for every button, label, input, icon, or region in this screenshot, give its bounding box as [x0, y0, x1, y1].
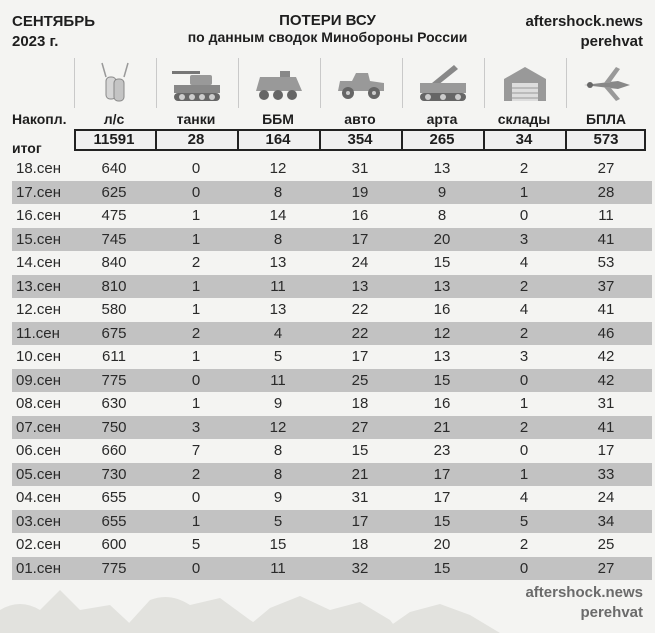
- row-value: 2: [519, 536, 529, 553]
- cumulative-label: Накопл.: [12, 111, 67, 127]
- row-date: 15.сен: [16, 230, 61, 248]
- row-value: 660: [101, 442, 127, 459]
- row-value: 34: [597, 512, 615, 530]
- row-value: 17: [351, 230, 369, 248]
- total-depots: 34: [515, 131, 533, 148]
- row-value: 0: [191, 489, 201, 506]
- row-value: 0: [191, 371, 201, 389]
- drone-icon: [566, 58, 647, 108]
- row-value: 840: [101, 254, 127, 271]
- col-head-personnel: л/с: [103, 111, 125, 127]
- table-row: [12, 345, 652, 369]
- col-head-auto: авто: [344, 111, 376, 127]
- row-value: 11: [270, 371, 286, 389]
- subtitle-text: по данным сводок Минобороны России: [187, 29, 468, 45]
- row-value: 580: [101, 301, 127, 318]
- row-value: 1: [519, 465, 529, 483]
- row-value: 1: [191, 395, 201, 412]
- table-row: [12, 510, 652, 534]
- row-value: 15: [433, 254, 451, 271]
- row-value: 21: [351, 465, 369, 483]
- armored-vehicle-icon: [238, 58, 319, 108]
- table-row: [12, 228, 652, 252]
- row-value: 475: [101, 207, 127, 224]
- watermark-site: aftershock.news: [525, 584, 643, 601]
- row-value: 25: [351, 371, 369, 389]
- row-value: 5: [273, 512, 283, 530]
- row-value: 625: [101, 183, 127, 201]
- row-value: 41: [597, 230, 615, 248]
- table-row: [12, 486, 652, 510]
- watermark: [525, 583, 643, 623]
- row-date: 17.сен: [16, 183, 61, 201]
- row-value: 12: [269, 418, 287, 436]
- row-value: 2: [191, 465, 201, 483]
- row-value: 775: [101, 371, 127, 389]
- row-value: 27: [351, 418, 369, 436]
- row-date: 11.сен: [16, 324, 60, 342]
- row-value: 745: [101, 230, 127, 248]
- row-value: 21: [433, 418, 451, 436]
- table-row: [12, 392, 652, 416]
- row-date: 16.сен: [16, 207, 61, 224]
- row-value: 12: [433, 324, 451, 342]
- row-value: 4: [519, 489, 529, 506]
- row-value: 41: [597, 301, 615, 318]
- total-tanks: 28: [187, 131, 205, 148]
- row-value: 0: [191, 183, 201, 201]
- row-value: 2: [191, 254, 201, 271]
- row-value: 8: [437, 207, 447, 224]
- row-value: 12: [269, 160, 287, 177]
- row-value: 0: [519, 207, 529, 224]
- row-value: 1: [191, 277, 201, 295]
- row-value: 17: [433, 465, 451, 483]
- row-value: 9: [273, 395, 283, 412]
- table-row: [12, 557, 652, 581]
- row-value: 730: [101, 465, 127, 483]
- row-value: 600: [101, 536, 127, 553]
- row-value: 0: [519, 442, 529, 459]
- row-value: 630: [101, 395, 127, 412]
- row-value: 16: [351, 207, 369, 224]
- row-value: 27: [597, 160, 615, 177]
- row-value: 18: [351, 536, 369, 553]
- row-value: 8: [273, 183, 283, 201]
- row-value: 5: [273, 348, 283, 365]
- row-value: 31: [351, 489, 369, 506]
- row-value: 37: [597, 277, 615, 295]
- table-row: [12, 298, 652, 322]
- watermark-author: perehvat: [580, 604, 643, 621]
- row-date: 03.сен: [16, 512, 61, 530]
- row-date: 04.сен: [16, 489, 61, 506]
- total-auto: 354: [347, 131, 373, 148]
- row-date: 18.сен: [16, 160, 61, 177]
- row-value: 46: [597, 324, 615, 342]
- jeep-icon: [320, 58, 401, 108]
- table-row: [12, 181, 652, 205]
- row-value: 20: [433, 536, 451, 553]
- tank-icon: [156, 58, 237, 108]
- row-value: 17: [433, 489, 451, 506]
- row-value: 15: [351, 442, 369, 459]
- row-value: 2: [519, 160, 529, 177]
- col-head-artillery: арта: [426, 111, 458, 127]
- row-value: 42: [597, 348, 615, 365]
- row-value: 0: [519, 559, 529, 577]
- warehouse-icon: [484, 58, 565, 108]
- row-value: 13: [433, 160, 451, 177]
- category-icons: [74, 58, 646, 108]
- row-date: 05.сен: [16, 465, 61, 483]
- row-value: 5: [191, 536, 201, 553]
- row-value: 1: [191, 348, 201, 365]
- row-value: 8: [273, 465, 283, 483]
- row-value: 655: [101, 489, 127, 506]
- row-value: 16: [433, 395, 451, 412]
- row-value: 0: [191, 559, 201, 577]
- total-label: итог: [12, 140, 42, 156]
- dog-tag-icon: [74, 58, 155, 108]
- row-value: 17: [597, 442, 615, 459]
- table-row: [12, 322, 652, 346]
- row-value: 15: [433, 512, 451, 530]
- row-value: 1: [191, 301, 201, 318]
- row-value: 24: [351, 254, 369, 271]
- row-value: 655: [101, 512, 127, 530]
- row-value: 22: [351, 324, 369, 342]
- row-value: 32: [351, 559, 369, 577]
- row-value: 8: [273, 230, 283, 248]
- row-value: 2: [519, 418, 529, 436]
- row-date: 10.сен: [16, 348, 61, 365]
- row-value: 3: [519, 230, 529, 248]
- row-value: 13: [269, 301, 287, 318]
- row-value: 42: [597, 371, 615, 389]
- col-head-depots: склады: [497, 111, 551, 127]
- row-value: 4: [519, 254, 529, 271]
- table-row: [12, 439, 652, 463]
- header-year: 2023 г.: [12, 33, 59, 50]
- row-value: 9: [273, 489, 283, 506]
- row-value: 1: [519, 395, 529, 412]
- row-date: 06.сен: [16, 442, 61, 459]
- row-value: 20: [433, 230, 451, 248]
- header-author: perehvat: [580, 33, 643, 50]
- total-personnel: 11591: [93, 131, 135, 148]
- row-value: 15: [433, 371, 451, 389]
- row-date: 01.сен: [16, 559, 61, 577]
- row-value: 25: [597, 536, 615, 553]
- row-value: 750: [101, 418, 127, 436]
- row-value: 31: [597, 395, 615, 412]
- row-value: 3: [191, 418, 201, 436]
- row-value: 23: [433, 442, 451, 459]
- total-artillery: 265: [429, 131, 455, 148]
- row-value: 9: [437, 183, 447, 201]
- row-value: 24: [597, 489, 615, 506]
- row-value: 810: [101, 277, 127, 295]
- col-head-ifv: ББМ: [262, 111, 294, 127]
- row-date: 13.сен: [16, 277, 61, 295]
- row-value: 15: [433, 559, 451, 577]
- row-value: 1: [191, 207, 201, 224]
- row-value: 0: [519, 371, 529, 389]
- row-value: 53: [597, 254, 615, 271]
- row-value: 1: [519, 183, 529, 201]
- row-value: 5: [519, 512, 529, 530]
- row-value: 13: [433, 348, 451, 365]
- row-date: 09.сен: [16, 371, 61, 389]
- row-value: 33: [597, 465, 615, 483]
- col-head-uav: БПЛА: [585, 111, 627, 127]
- row-value: 13: [351, 277, 369, 295]
- row-date: 12.сен: [16, 301, 61, 318]
- title-text: ПОТЕРИ ВСУ: [279, 12, 376, 29]
- row-value: 19: [351, 183, 369, 201]
- table-row: [12, 204, 652, 228]
- col-head-tanks: танки: [176, 111, 216, 127]
- row-value: 41: [597, 418, 615, 436]
- header-site: aftershock.news: [525, 13, 643, 30]
- row-value: 4: [519, 301, 529, 318]
- row-date: 07.сен: [16, 418, 61, 436]
- row-value: 7: [191, 442, 201, 459]
- table-row: [12, 463, 652, 487]
- total-uav: 573: [593, 131, 619, 148]
- row-value: 2: [191, 324, 201, 342]
- row-value: 675: [101, 324, 127, 342]
- table-row: [12, 275, 652, 299]
- row-value: 775: [101, 559, 127, 577]
- table-row: [12, 416, 652, 440]
- row-value: 11: [270, 559, 286, 577]
- row-value: 17: [351, 348, 369, 365]
- row-value: 13: [433, 277, 451, 295]
- row-date: 02.сен: [16, 536, 61, 553]
- row-date: 08.сен: [16, 395, 61, 412]
- row-value: 8: [273, 442, 283, 459]
- table-row: [12, 369, 652, 393]
- row-value: 18: [351, 395, 369, 412]
- row-value: 0: [191, 160, 201, 177]
- row-value: 17: [351, 512, 369, 530]
- rocket-launcher-icon: [402, 58, 483, 108]
- row-value: 15: [269, 536, 287, 553]
- row-value: 2: [519, 324, 529, 342]
- row-value: 14: [269, 207, 287, 224]
- table-row: [12, 251, 652, 275]
- row-value: 4: [273, 324, 283, 342]
- row-value: 640: [101, 160, 127, 177]
- row-value: 611: [102, 348, 126, 365]
- row-value: 27: [597, 559, 615, 577]
- row-value: 1: [191, 230, 201, 248]
- row-value: 3: [519, 348, 529, 365]
- table-row: [12, 533, 652, 557]
- row-value: 1: [191, 512, 201, 530]
- header-month: СЕНТЯБРЬ: [12, 13, 95, 30]
- row-value: 31: [351, 160, 369, 177]
- total-ifv: 164: [265, 131, 291, 148]
- row-value: 2: [519, 277, 529, 295]
- row-value: 11: [598, 207, 614, 224]
- row-value: 28: [597, 183, 615, 201]
- row-value: 16: [433, 301, 451, 318]
- row-value: 11: [270, 277, 286, 295]
- row-value: 13: [269, 254, 287, 271]
- row-value: 22: [351, 301, 369, 318]
- row-date: 14.сен: [16, 254, 61, 271]
- table-row: [12, 157, 652, 181]
